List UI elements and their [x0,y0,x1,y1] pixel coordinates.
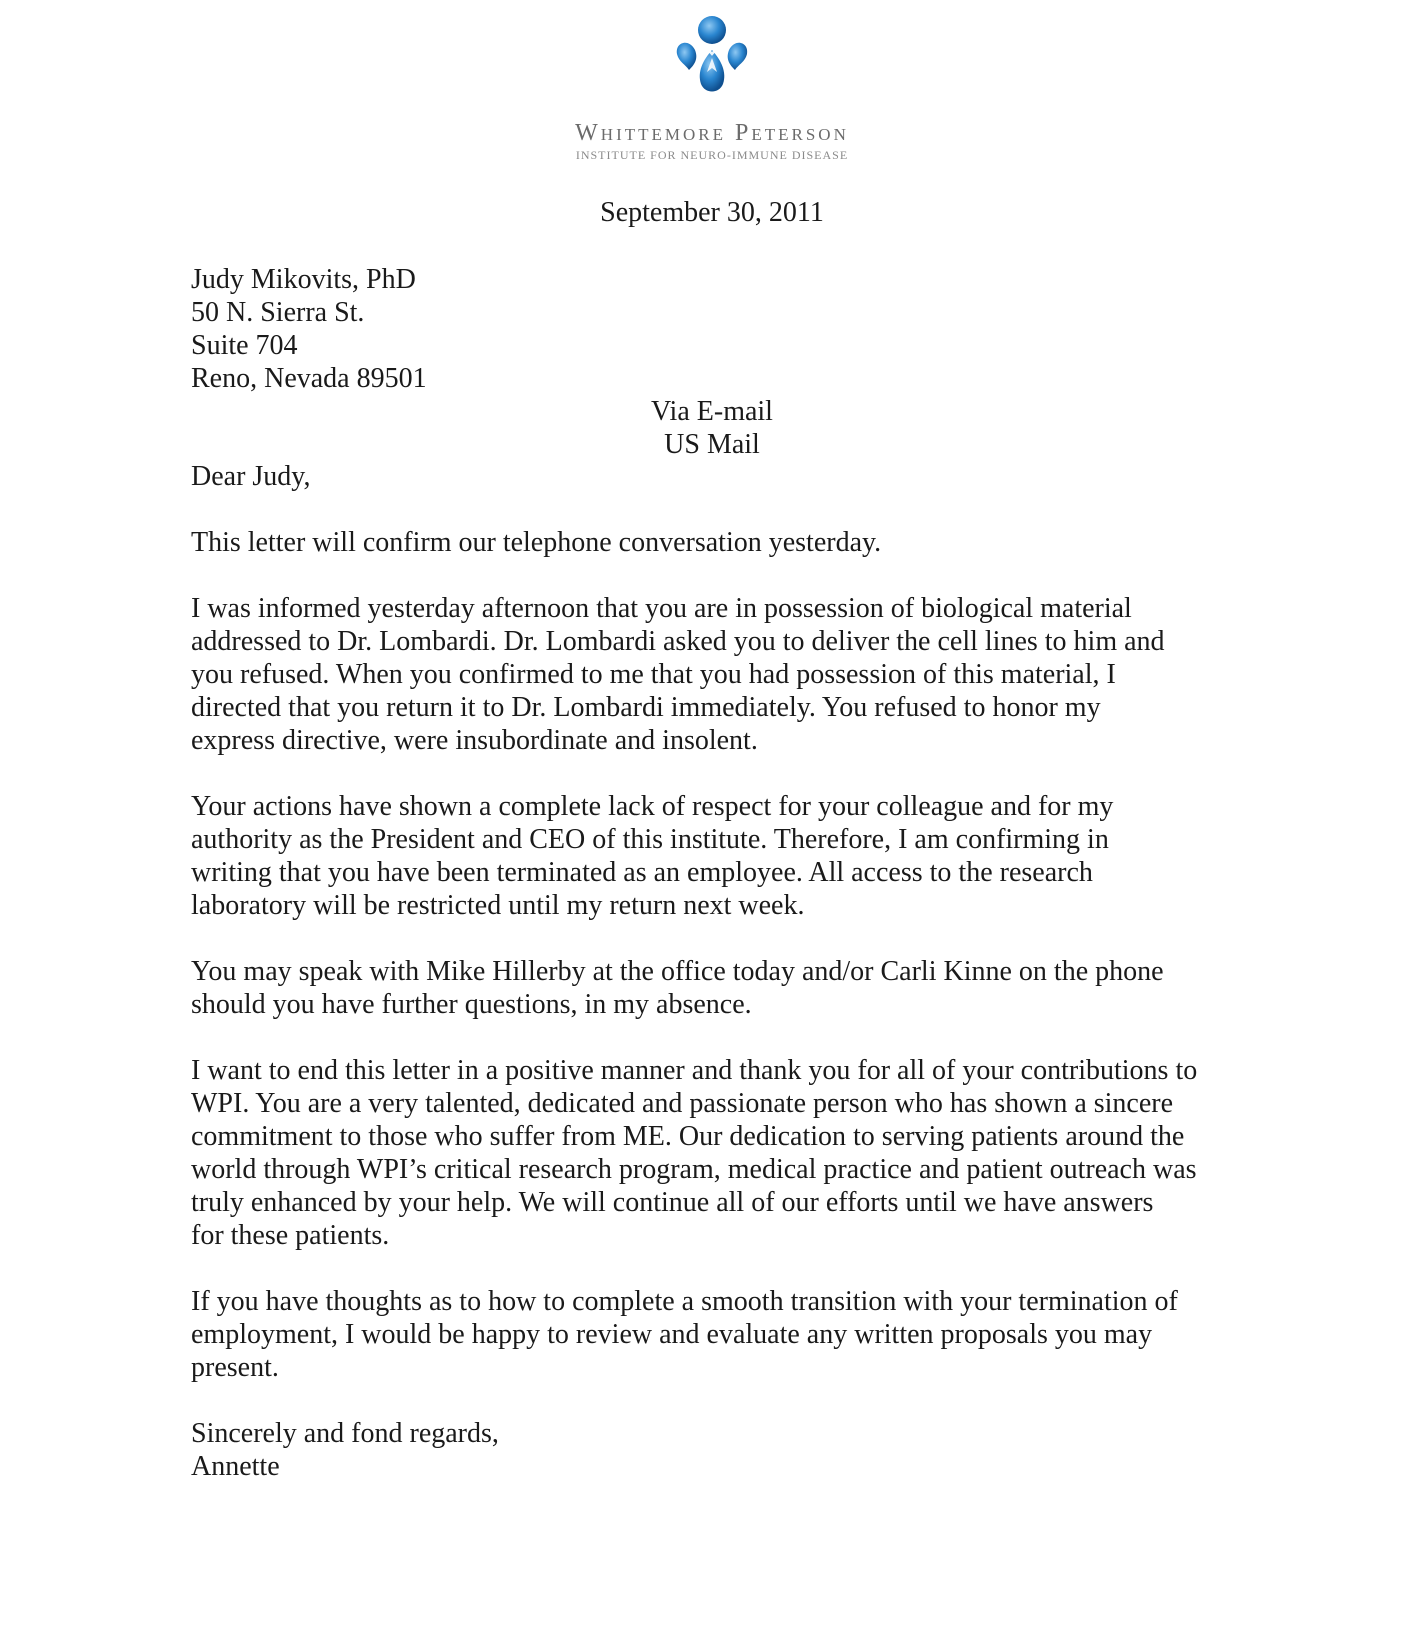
paragraph-line: addressed to Dr. Lombardi. Dr. Lombardi asked you to deliver the cell lines to him and [191,626,1165,657]
paragraph-line: I want to end this letter in a positive manner and thank you for all of your contributions to [191,1055,1198,1086]
paragraph-1 [191,526,881,559]
paragraph-line: employment, I would be happy to review and evaluate any written proposals you may [191,1319,1153,1350]
paragraph-line: writing that you have been terminated as an employee. All access to the research [191,857,1093,888]
paragraph-line: You may speak with Mike Hillerby at the office today and/or Carli Kinne on the phone [191,956,1164,987]
paragraph-line: express directive, were insubordinate and insolent. [191,725,758,756]
org-name: Whittemore Peterson [575,120,849,146]
paragraph-line: world through WPI’s critical research program, medical practice and patient outreach was [191,1154,1197,1185]
paragraph-4 [191,955,1164,1021]
signature: Annette [191,1451,280,1482]
paragraph-line: authority as the President and CEO of this institute. Therefore, I am confirming in [191,824,1109,855]
wpi-logo-icon [667,14,757,104]
paragraph-3 [191,790,1113,922]
paragraph-line: If you have thoughts as to how to complete a smooth transition with your termination of [191,1286,1178,1317]
closing-block [191,1417,499,1483]
delivery-line-1: Via E-mail [651,396,773,427]
paragraph-line: WPI. You are a very talented, dedicated and passionate person who has shown a sincere [191,1088,1174,1119]
recipient-address [191,263,427,395]
paragraph-line: directed that you return it to Dr. Lombardi immediately. You refused to honor my [191,692,1101,723]
paragraph-line: should you have further questions, in my absence. [191,989,752,1020]
paragraph-line: truly enhanced by your help. We will continue all of our efforts until we have answers [191,1187,1154,1218]
salutation-text: Dear Judy, [191,461,311,492]
paragraph-line: This letter will confirm our telephone conversation yesterday. [191,527,882,558]
paragraph-line: you refused. When you confirmed to me that you had possession of this material, I [191,659,1116,690]
paragraph-line: present. [191,1352,279,1383]
paragraph-line: Your actions have shown a complete lack of respect for your colleague and for my [191,791,1114,822]
paragraph-line: for these patients. [191,1220,390,1251]
paragraph-2 [191,592,1165,757]
recipient-city: Reno, Nevada 89501 [191,363,427,394]
paragraph-line: laboratory will be restricted until my return next week. [191,890,805,921]
delivery-method [0,395,1424,461]
salutation [191,460,310,493]
recipient-suite: Suite 704 [191,330,298,361]
delivery-line-2: US Mail [664,429,760,460]
paragraph-6 [191,1285,1178,1384]
paragraph-line: I was informed yesterday afternoon that you are in possession of biological material [191,593,1132,624]
closing: Sincerely and fond regards, [191,1418,499,1449]
letterhead [0,14,1424,163]
recipient-street: 50 N. Sierra St. [191,297,365,328]
paragraph-line: commitment to those who suffer from ME. Our dedication to serving patients around the [191,1121,1185,1152]
recipient-name: Judy Mikovits, PhD [191,264,416,295]
paragraph-5 [191,1054,1197,1252]
org-subtitle: INSTITUTE FOR NEURO-IMMUNE DISEASE [575,148,849,162]
letter-date: September 30, 2011 [600,197,824,228]
